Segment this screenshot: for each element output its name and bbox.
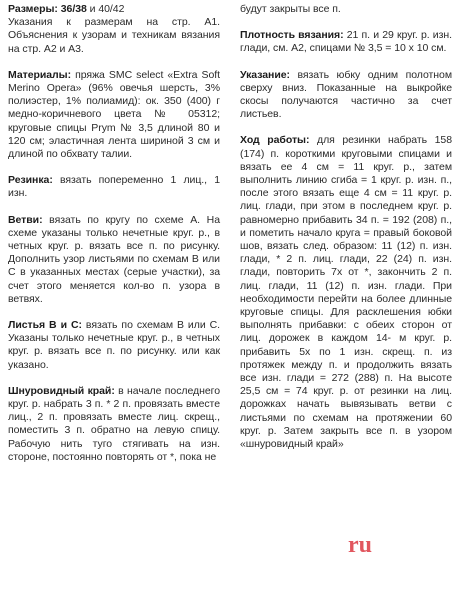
right-column [240, 0, 452, 451]
continuation-text: будут закрыты все п. [240, 3, 341, 15]
sizes-label: Размеры: 36/38 [8, 3, 87, 15]
work-label: Ход работы: [240, 134, 310, 147]
lace-edge-text: в начале последнего круг. р. набрать 3 п. * 2 п. провязать вместе лиц., 2 п. провязать вместе лиц. скрещ., поместить 3 п. обратно на левую спицу. Рабочую нить туго стягивать на изн. стороне, постоянно повторять от *, пока не [8, 384, 220, 463]
bottom-fade [0, 582, 460, 596]
work-paragraph [240, 134, 452, 451]
note-text: вязать юбку одним полотном сверху вниз. Показанные на выкройке скосы получаются частично за счет листьев. [240, 68, 452, 121]
sizes-paragraph [8, 3, 220, 16]
rib-label: Резинка: [8, 174, 53, 187]
leaves-paragraph [8, 319, 220, 372]
materials-text: пряжа SMC select «Extra Soft Merino Opera» (96% овечья шерсть, 3% полиэстер, 1% полиамид): ок. 350 (400) г медно-коричневого цвета № 05312; круговые спицы Prym № 3,5 длиной 80 и 120 см; эластичная лента шириной 3 см и длиной по обхвату талии. [8, 68, 220, 161]
gauge-label: Плотность вязания: [240, 29, 344, 42]
leaves-label: Листья В и С: [8, 319, 82, 332]
branches-text: вязать по кругу по схеме А. На схеме указаны только нечетные круг. р., в четных круг. р. вязать все п. по рисунку. Дополнить узор листьями по схемам В или С в указанных местах (серые участки), за счет этого меняется кол-во п. узора в ветвях. [8, 213, 220, 305]
left-column [8, 0, 220, 464]
note-paragraph [240, 69, 452, 122]
gauge-paragraph [240, 29, 452, 55]
materials-label: Материалы: [8, 68, 72, 81]
sizes-values: и 40/42 [86, 3, 125, 15]
branches-label: Ветви: [8, 213, 43, 226]
leaves-text: вязать по схемам В или С. Указаны только нечетные круг. р., в четных круг. р. вязать все п. по рисунку. или как указано. [8, 319, 221, 371]
watermark: ru [348, 532, 372, 558]
materials-paragraph [8, 69, 220, 161]
work-text: для резинки набрать 158 (174) п. короткими круговыми спицами и вязать ее 4 см = 11 круг. р., затем выполнить линию сгиба = 1 круг. р. изн. п., после этого вязать еще 4 см = 11 круг. р. лиц. глади, при этом в последнем круг. р. равномерно прибавить 34 п. = 192 (208) п., и пометить начало круга = правый боковой шов, вязать след. образом: 11 (12) п. изн. глади, * 2 п. лиц. глади, 22 (24) п. изн. глади, повторить 7х от *, закончить 2 п. лиц. глади, 11 (12) п. изн. глади. При необходимости перейти на более длинные круговые спицы. Для расклешения юбки выполнять прибавки: с обеих сторон от лиц. дорожек в каждом 14- м круг. р. прибавить 5х по 1 изн. скрещ. п. из протяжек между п. и продолжить вязать все изн. глади = 272 (288) п. На высоте 25,5 см = 74 круг. р. от резинки на лиц. дорожках начать вывязывать ветви с листьями по схемам на протяжении 60 круг. р. Затем закрыть все п. в узором «шнуровидный край» [240, 134, 452, 451]
sizes-text: Указания к размерам на стр. А1. Объяснения к узорам и техникам вязания на стр. А2 и А3. [8, 16, 220, 55]
branches-paragraph [8, 214, 220, 306]
gauge-text: 21 п. и 29 круг. р. изн. глади, см. А2, спицами № 3,5 = 10 х 10 см. [240, 29, 452, 55]
lace-edge-label: Шнуровидный край: [8, 384, 115, 397]
rib-paragraph [8, 174, 220, 200]
note-label: Указание: [240, 68, 290, 81]
lace-edge-paragraph [8, 385, 220, 464]
rib-text: вязать попеременно 1 лиц., 1 изн. [8, 174, 220, 200]
